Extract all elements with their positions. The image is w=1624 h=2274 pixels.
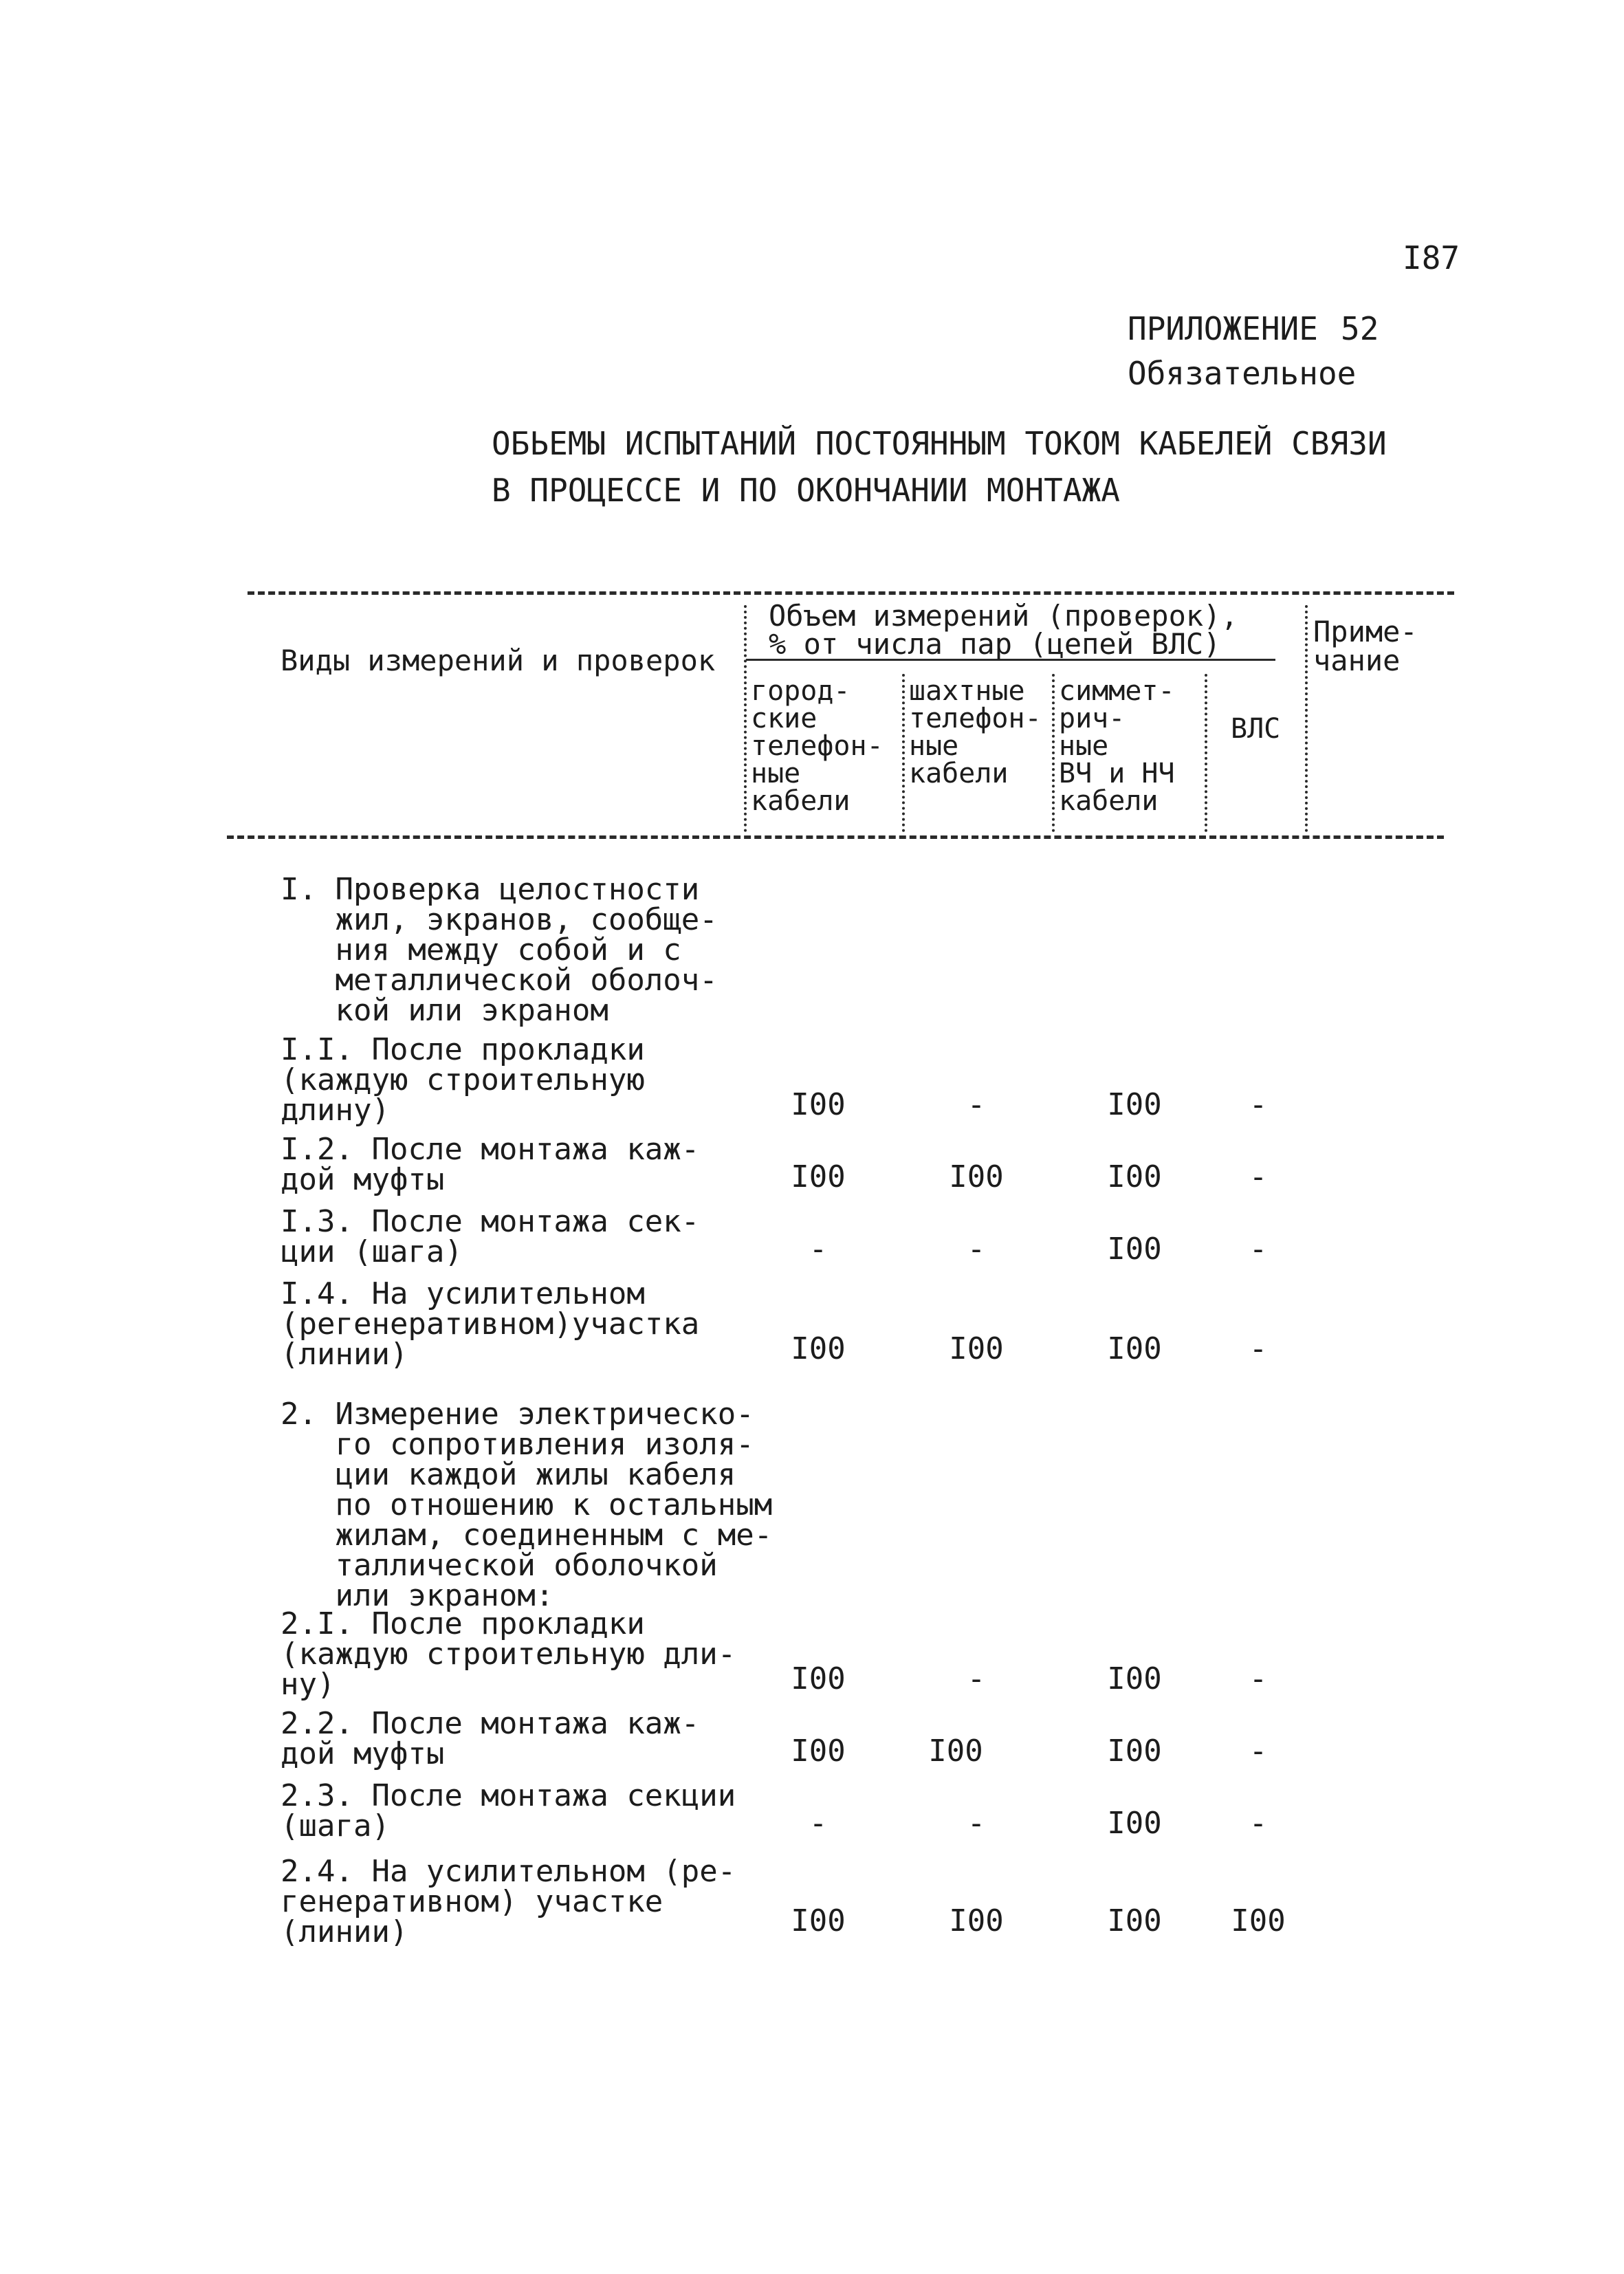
section-title-2: 2. Измерение электрическо- го сопротивления изоля- ции каждой жилы кабеля по отношению к остальным жилам, соединенным с ме- таллической оболочкой или экраном:: [281, 1397, 773, 1613]
table-cell-value: I00: [1231, 1903, 1286, 1938]
table-cell-value: -: [967, 1661, 986, 1696]
table-cell-value: -: [967, 1232, 986, 1267]
table-row-label: 2.2. После монтажа каж- дой муфты: [281, 1706, 700, 1771]
table-cell-value: I00: [791, 1331, 846, 1366]
appendix-label: ПРИЛОЖЕНИЕ: [1128, 310, 1318, 347]
table-cell-value: I00: [1107, 1903, 1162, 1938]
subcolumn-header-city-cables: город- ские телефон- ные кабели: [751, 675, 884, 817]
table-cell-value: I00: [791, 1159, 846, 1194]
header-separator: [902, 674, 905, 832]
table-cell-value: I00: [791, 1734, 846, 1769]
table-cell-value: -: [1249, 1734, 1268, 1769]
table-row-label: I.2. После монтажа каж- дой муфты: [281, 1132, 700, 1197]
table-cell-value: -: [967, 1806, 986, 1841]
table-cell-value: I00: [1107, 1806, 1162, 1841]
table-cell-value: I00: [791, 1087, 846, 1122]
group-header-line2: % от числа пар (цепей ВЛС): [769, 627, 1221, 661]
table-cell-value: -: [809, 1232, 828, 1267]
subcolumn-header-mine-cables: шахтные телефон- ные кабели: [909, 675, 1042, 789]
table-row-label: I.4. На усилительном (регенеративном)участка (линии): [281, 1276, 700, 1372]
table-row-label: I.3. После монтажа сек- ции (шага): [281, 1204, 700, 1269]
table-cell-value: -: [1249, 1159, 1268, 1194]
table-cell-value: I00: [949, 1903, 1004, 1938]
page-number: I87: [1403, 239, 1460, 276]
header-separator: [1305, 605, 1308, 832]
table-header-bottom-rule: [227, 835, 1444, 839]
table-row-label: 2.3. После монтажа секции (шага): [281, 1778, 736, 1844]
table-cell-value: I00: [949, 1331, 1004, 1366]
table-cell-value: I00: [791, 1903, 846, 1938]
column-header-types: Виды измерений и проверок: [281, 644, 716, 677]
table-cell-value: -: [1249, 1232, 1268, 1267]
table-cell-value: -: [1249, 1661, 1268, 1696]
subcolumn-header-vls: ВЛС: [1231, 713, 1281, 745]
header-separator: [1205, 674, 1207, 832]
table-cell-value: I00: [1107, 1159, 1162, 1194]
table-cell-value: I00: [1107, 1087, 1162, 1122]
table-cell-value: I00: [1107, 1232, 1162, 1267]
header-separator: [744, 605, 747, 832]
header-separator: [1052, 674, 1055, 832]
table-row-label: I.I. После прокладки (каждую строительную длину): [281, 1032, 645, 1128]
appendix-status: Обязательное: [1128, 355, 1357, 392]
table-cell-value: I00: [949, 1159, 1004, 1194]
group-header-line1: Объем измерений (проверок),: [769, 599, 1238, 633]
column-header-note: Приме- чание: [1313, 615, 1418, 677]
table-top-rule: [248, 591, 1454, 595]
section-title-1: I. Проверка целостности жил, экранов, сообще- ния между собой и с металлической оболоч- кой или экраном: [281, 872, 718, 1028]
table-row-label: 2.I. После прокладки (каждую строительную дли- ну): [281, 1606, 736, 1702]
document-title-line1: ОБЬЕМЫ ИСПЫТАНИЙ ПОСТОЯННЫМ ТОКОМ КАБЕЛЕЙ СВЯЗИ: [492, 425, 1387, 462]
table-cell-value: -: [1249, 1806, 1268, 1841]
document-title-line2: В ПРОЦЕССЕ И ПО ОКОНЧАНИИ МОНТАЖА: [492, 472, 1120, 509]
table-cell-value: I00: [1107, 1661, 1162, 1696]
table-cell-value: -: [1249, 1087, 1268, 1122]
appendix-number: 52: [1341, 310, 1379, 347]
table-cell-value: I00: [1107, 1331, 1162, 1366]
table-cell-value: -: [967, 1087, 986, 1122]
table-cell-value: -: [809, 1806, 828, 1841]
table-cell-value: -: [1249, 1331, 1268, 1366]
table-cell-value: I00: [1107, 1734, 1162, 1769]
subcolumn-header-symmetric-cables: симмет- рич- ные ВЧ и НЧ кабели: [1059, 675, 1175, 817]
table-row-label: 2.4. На усилительном (ре- генеративном) участке (линии): [281, 1854, 736, 1949]
table-cell-value: I00: [928, 1734, 983, 1769]
table-cell-value: I00: [791, 1661, 846, 1696]
